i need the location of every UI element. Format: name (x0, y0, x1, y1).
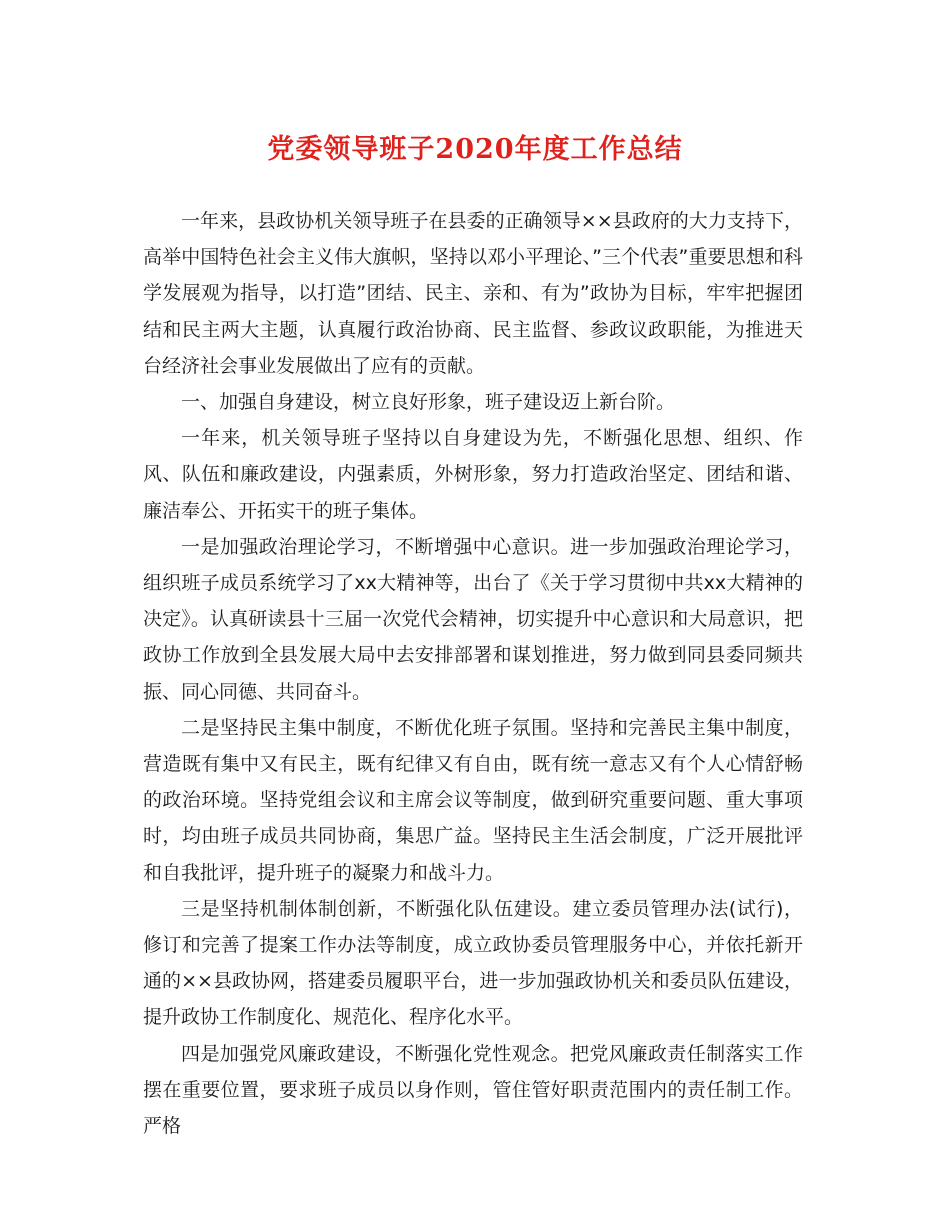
document-title: 党委领导班子2020年度工作总结 (267, 134, 683, 165)
paragraph-point-one: 一是加强政治理论学习，不断增强中心意识。进一步加强政治理论学习，组织班子成员系统学习了xx大精神等，出台了《关于学习贯彻中共xx大精神的决定》。认真研读县十三届一次党代会精神，切实提升中心意识和大局意识，把政协工作放到全县发展大局中去安排部署和谋划推进，努力做到同县委同频共振、同心同德、共同奋斗。 (143, 535, 803, 703)
paragraph-section-heading: 一、加强自身建设，树立良好形象，班子建设迈上新台阶。 (181, 391, 676, 414)
paragraph-point-two: 二是坚持民主集中制度，不断优化班子氛围。坚持和完善民主集中制度，营造既有集中又有民主，既有纪律又有自由，既有统一意志又有个人心情舒畅的政治环境。坚持党组会议和主席会议等制度，做到研究重要问题、重大事项时，均由班子成员共同协商，集思广益。坚持民主生活会制度，广泛开展批评和自我批评，提升班子的凝聚力和战斗力。 (143, 716, 803, 884)
paragraph-point-four: 四是加强党风廉政建设，不断强化党性观念。把党风廉政责任制落实工作摆在重要位置，要求班子成员以身作则，管住管好职责范围内的责任制工作。严格 (143, 1042, 803, 1138)
paragraph-point-three: 三是坚持机制体制创新，不断强化队伍建设。建立委员管理办法(试行)，修订和完善了提案工作办法等制度，成立政协委员管理服务中心，并依托新开通的××县政协网，搭建委员履职平台，进一步加强政协机关和委员队伍建设，提升政协工作制度化、规范化、程序化水平。 (143, 897, 803, 1029)
paragraph-intro: 一年来，县政协机关领导班子在县委的正确领导××县政府的大力支持下，高举中国特色社会主义伟大旗帜，坚持以邓小平理论、”三个代表”重要思想和科学发展观为指导，以打造”团结、民主、亲和、有为”政协为目标，牢牢把握团结和民主两大主题，认真履行政治协商、民主监督、参政议政职能，为推进天台经济社会事业发展做出了应有的贡献。 (143, 210, 803, 377)
document-body (143, 203, 803, 1144)
paragraph-section-summary: 一年来，机关领导班子坚持以自身建设为先，不断强化思想、组织、作风、队伍和廉政建设，内强素质，外树形象，努力打造政治坚定、团结和谐、廉洁奉公、开拓实干的班子集体。 (143, 427, 803, 522)
